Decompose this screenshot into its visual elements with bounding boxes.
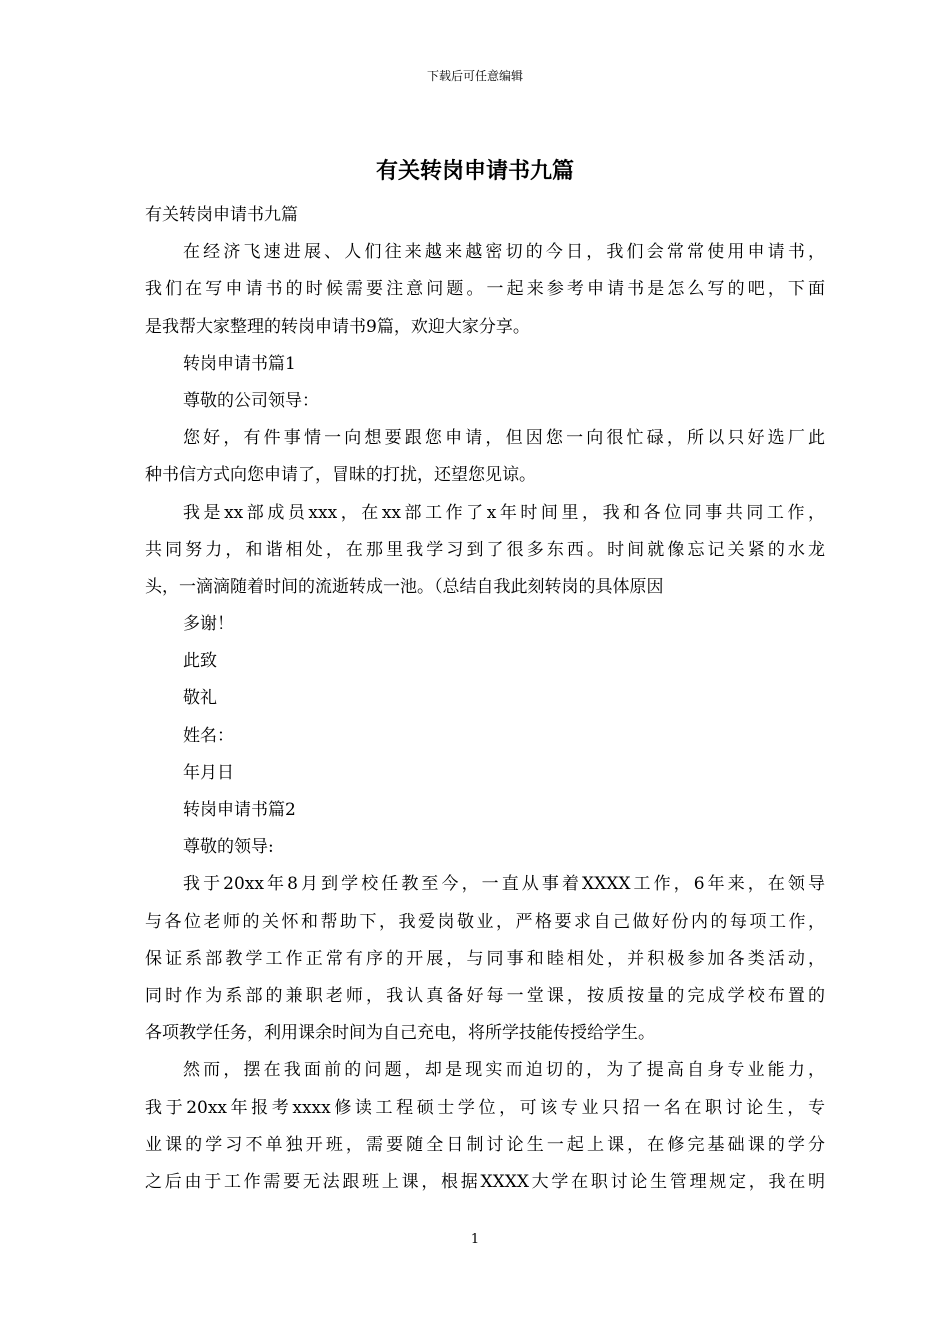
- body-line: 头，一滴滴随着时间的流逝转成一池。（总结自我此刻转岗的具体原因: [145, 576, 664, 597]
- body-line: 转岗申请书篇1: [183, 353, 296, 374]
- body-line: 转岗申请书篇2: [183, 800, 296, 820]
- body-line: 我于20xx年报考xxxx修读工程硕士学位，可该专业只招一名在职讨论生，专: [145, 1097, 825, 1118]
- body-line: 在经济飞速进展、人们往来越来越密切的今日，我们会常常使用申请书，: [183, 242, 825, 263]
- body-line: 各项教学任务，利用课余时间为自己充电，将所学技能传授给学生。: [145, 1023, 655, 1044]
- body-line: 年月日: [183, 762, 234, 783]
- body-line: 共同努力，和谐相处，在那里我学习到了很多东西。时间就像忘记关紧的水龙: [145, 539, 825, 560]
- document-title: 有关转岗申请书九篇: [375, 158, 574, 184]
- body-line: 我是xx部成员xxx，在xx部工作了x年时间里，我和各位同事共同工作，: [183, 502, 825, 523]
- body-line: 此致: [183, 651, 217, 672]
- body-line: 保证系部教学工作正常有序的开展，与同事和睦相处，并积极参加各类活动，: [145, 948, 825, 969]
- body-line: 姓名：: [183, 725, 234, 746]
- body-line: 之后由于工作需要无法跟班上课，根据XXXX大学在职讨论生管理规定，我在明: [145, 1171, 825, 1192]
- body-line: 尊敬的公司领导：: [183, 390, 319, 411]
- header-note: 下载后可任意编辑: [426, 69, 523, 83]
- body-line: 您好，有件事情一向想要跟您申请，但因您一向很忙碌，所以只好选厂此: [183, 428, 825, 449]
- body-line: 尊敬的领导:: [183, 837, 274, 858]
- body-line: 我于20xx年8月到学校任教至今，一直从事着XXXX工作，6年来，在领导: [183, 874, 825, 895]
- body-line: 我们在写申请书的时候需要注意问题。一起来参考申请书是怎么写的吧，下面: [145, 279, 825, 300]
- body-line: 是我帮大家整理的转岗申请书9篇，欢迎大家分享。: [145, 316, 530, 337]
- page-number: 1: [470, 1232, 480, 1247]
- body-line: 同时作为系部的兼职老师，我认真备好每一堂课，按质按量的完成学校布置的: [145, 985, 825, 1006]
- body-line: 种书信方式向您申请了，冒昧的打扰，还望您见谅。: [145, 465, 536, 486]
- body-line: 业课的学习不单独开班，需要随全日制讨论生一起上课，在修完基础课的学分: [145, 1134, 825, 1155]
- body-line: 多谢！: [183, 614, 234, 635]
- body-line: 敬礼: [183, 688, 217, 709]
- document-body: [145, 197, 825, 1201]
- body-line: 然而，摆在我面前的问题，却是现实而迫切的，为了提高自身专业能力，: [183, 1060, 825, 1081]
- body-line: 有关转岗申请书九篇: [145, 205, 298, 225]
- body-line: 与各位老师的关怀和帮助下，我爱岗敬业，严格要求自己做好份内的每项工作，: [145, 911, 825, 932]
